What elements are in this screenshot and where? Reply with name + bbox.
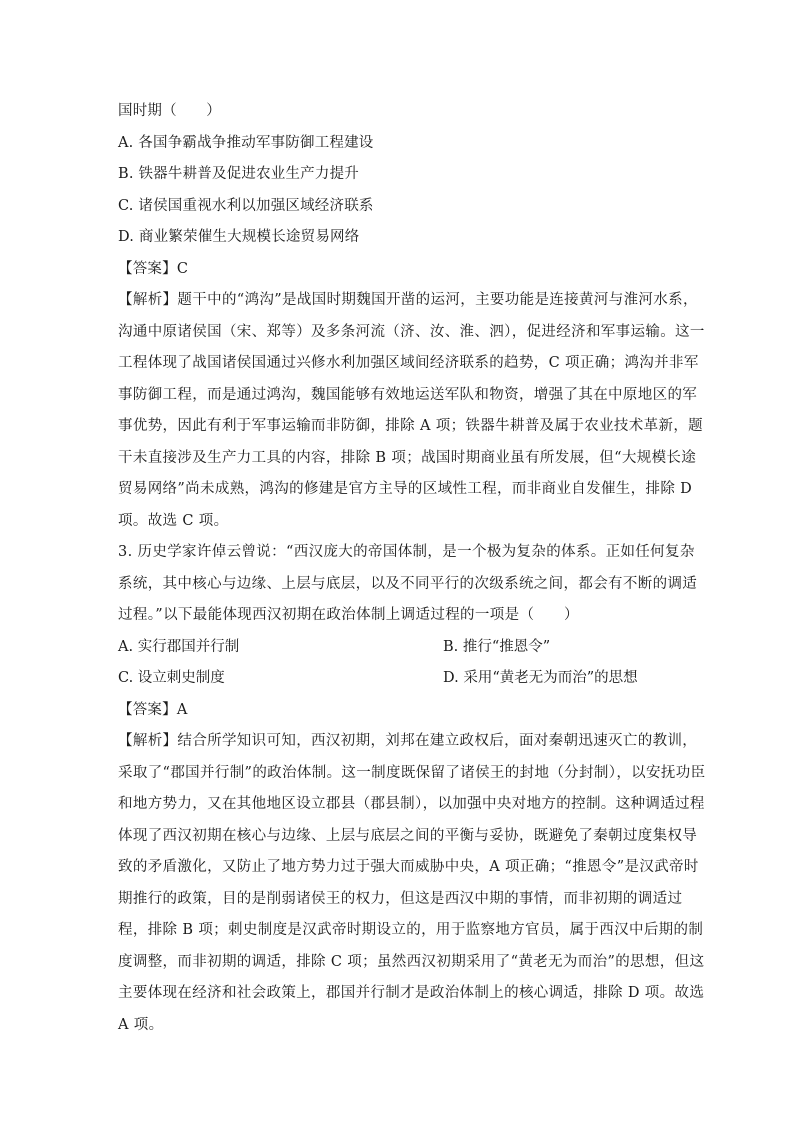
question-2-option-a: A. 各国争霸战争推动军事防御工程建设 — [118, 134, 374, 151]
question-2-analysis — [118, 285, 705, 537]
analysis-line: 和地方势力，又在其他地区设立郡县（郡县制），以加强中央对地方的控制。这种调适过程 — [118, 796, 705, 812]
analysis-line: 事防御工程，而是通过鸿沟，魏国能够有效地运送军队和物资，增强了其在中原地区的军 — [118, 386, 698, 403]
analysis-label: 【解析】 — [118, 292, 178, 308]
analysis-line — [118, 726, 698, 758]
question-2-option-c: C. 诸侯国重视水利以加强区域经济联系 — [118, 197, 374, 214]
analysis-text: 结合所学知识可知，西汉初期，刘邦在建立政权后，面对秦朝迅速灭亡的教训， — [177, 733, 698, 749]
analysis-line: 贸易网络”尚未成熟，鸿沟的修建是官方主导的区域性工程，而非商业自发催生，排除 D — [118, 481, 693, 497]
analysis-line: 沟通中原诸侯国（宋、郑等）及多条河流（济、汝、淮、泗），促进经济和军事运输。这一 — [118, 323, 705, 340]
question-2-option-b: B. 铁器牛耕普及促进农业生产力提升 — [118, 166, 359, 182]
page-content — [118, 96, 706, 1041]
analysis-text: 题干中的“鸿沟”是战国时期魏国开凿的运河，主要功能是连接黄河与淮河水系， — [177, 292, 698, 308]
analysis-line: 工程体现了战国诸侯国通过兴修水利加强区域间经济联系的趋势，C 项正确；鸿沟并非军 — [118, 355, 699, 371]
analysis-line — [118, 285, 698, 317]
analysis-line: 程，排除 B 项；刺史制度是汉武帝时期设立的，用于监察地方官员，属于西汉中后期的制 — [118, 922, 704, 938]
analysis-line: 体现了西汉初期在核心与边缘、上层与底层之间的平衡与妥协，既避免了秦朝过度集权导 — [118, 827, 698, 844]
question-3-option-a: A. 实行郡国并行制 — [118, 638, 240, 655]
question-2-stem-tail: 国时期（ ） — [118, 103, 221, 119]
analysis-line: 致的矛盾激化，又防止了地方势力过于强大而威胁中央，A 项正确；“推恩令”是汉武帝时 — [118, 859, 699, 875]
stem-line: 系统，其中核心与边缘、上层与底层，以及不同平行的次级系统之间，都会有不断的调适 — [118, 575, 698, 592]
question-3-stem — [118, 537, 698, 632]
question-3-options-row-1 — [118, 632, 678, 664]
analysis-line: 主要体现在经济和社会政策上，郡国并行制才是政治体制上的核心调适，排除 D 项。故选 — [118, 985, 705, 1001]
stem-line: 过程。”以下最能体现西汉初期在政治体制上调适过程的一项是（ ） — [118, 607, 579, 623]
question-3-analysis — [118, 726, 706, 1041]
answer-label: 【答案】 — [118, 701, 177, 718]
question-3-option-c: C. 设立刺史制度 — [118, 670, 225, 686]
analysis-line: 事优势，因此有利于军事运输而非防御，排除 A 项；铁器牛耕普及属于农业技术革新，题 — [118, 418, 704, 434]
answer-label: 【答案】 — [118, 260, 177, 277]
analysis-line: 采取了“郡国并行制”的政治体制。这一制度既保留了诸侯王的封地（分封制），以安抚功臣 — [118, 764, 706, 781]
question-2-answer — [118, 254, 678, 286]
analysis-line: A 项。 — [118, 1016, 164, 1033]
question-3-answer — [118, 695, 678, 727]
stem-line: 3. 历史学家许倬云曾说：“西汉庞大的帝国体制，是一个极为复杂的体系。正如任何复杂 — [118, 544, 695, 560]
question-3-option-b: B. 推行“推恩令” — [443, 638, 551, 655]
question-3-option-d: D. 采用“黄老无为而治”的思想 — [443, 670, 638, 686]
answer-value: C — [176, 260, 189, 277]
analysis-label: 【解析】 — [118, 733, 178, 749]
question-2-option-d: D. 商业繁荣催生大规模长途贸易网络 — [118, 229, 360, 245]
analysis-line: 期推行的政策，目的是削弱诸侯王的权力，但这是西汉中期的事情，而非初期的调适过 — [118, 890, 683, 907]
answer-value: A — [176, 701, 188, 718]
question-3-options-row-2 — [118, 663, 678, 695]
analysis-line: 度调整，而非初期的调适，排除 C 项；虽然西汉初期采用了“黄老无为而治”的思想，但这 — [118, 953, 705, 970]
analysis-line: 项。故选 C 项。 — [118, 512, 229, 529]
analysis-line: 干未直接涉及生产力工具的内容，排除 B 项；战国时期商业虽有所发展，但“大规模长途 — [118, 449, 697, 466]
